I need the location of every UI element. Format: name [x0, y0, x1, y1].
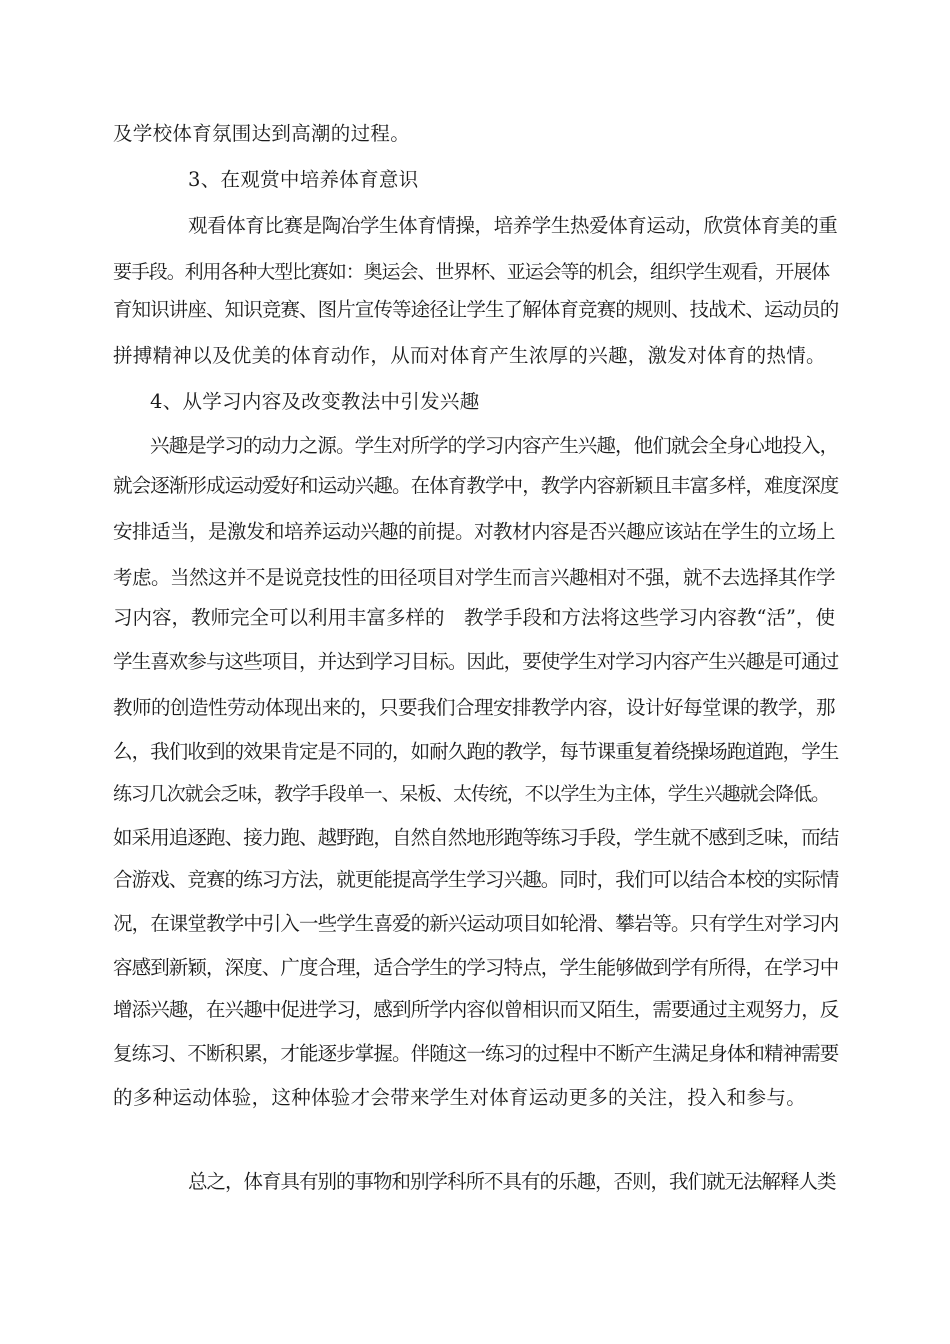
- paragraph-line: 如采用追逐跑、接力跑、越野跑，自然自然地形跑等练习手段，学生就不感到乏味，而结: [113, 826, 839, 849]
- paragraph-line: 复练习、不断积累，才能逐步掌握。伴随这一练习的过程中不断产生满足身体和精神需要: [113, 1042, 839, 1065]
- paragraph-line: 练习几次就会乏味，教学手段单一、呆板、太传统，不以学生为主体，学生兴趣就会降低。: [113, 783, 830, 805]
- paragraph-line: 观看体育比赛是陶冶学生体育情操，培养学生热爱体育运动，欣赏体育美的重: [188, 214, 838, 237]
- paragraph-line: 么，我们收到的效果肯定是不同的，如耐久跑的教学，每节课重复着绕操场跑道跑，学生: [113, 740, 839, 763]
- paragraph-line: 容感到新颖，深度、广度合理，适合学生的学习特点，学生能够做到学有所得，在学习中: [113, 956, 839, 979]
- paragraph-line: 况，在课堂教学中引入一些学生喜爱的新兴运动项目如轮滑、攀岩等。只有学生对学习内: [113, 912, 839, 935]
- paragraph-line: 总之，体育具有别的事物和别学科所不具有的乐趣，否则，我们就无法解释人类: [188, 1170, 836, 1193]
- paragraph-line: 安排适当，是激发和培养运动兴趣的前提。对教材内容是否兴趣应该站在学生的立场上: [113, 520, 836, 543]
- paragraph-line: 学生喜欢参与这些项目，并达到学习目标。因此，要使学生对学习内容产生兴趣是可通过: [113, 650, 839, 673]
- paragraph-line: 合游戏、竞赛的练习方法，就更能提高学生学习兴趣。同时，我们可以结合本校的实际情: [113, 868, 839, 891]
- paragraph-line: 拼搏精神以及优美的体育动作，从而对体育产生浓厚的兴趣，激发对体育的热情。: [113, 344, 826, 367]
- section-heading-3: 3、在观赏中培养体育意识: [188, 168, 419, 191]
- section-heading-4: 4、从学习内容及改变教法中引发兴趣: [150, 390, 480, 413]
- paragraph-line: 增添兴趣，在兴趣中促进学习，感到所学内容似曾相识而又陌生，需要通过主观努力，反: [113, 998, 839, 1021]
- paragraph-line: 及学校体育氛围达到高潮的过程。: [113, 122, 411, 145]
- paragraph-line: 育知识讲座、知识竞赛、图片宣传等途径让学生了解体育竞赛的规则、技战术、运动员的: [113, 298, 839, 321]
- paragraph-line: 兴趣是学习的动力之源。学生对所学的学习内容产生兴趣，他们就会全身心地投入，: [150, 434, 839, 457]
- paragraph-line: 考虑。当然这并不是说竞技性的田径项目对学生而言兴趣相对不强，就不去选择其作学: [113, 566, 836, 589]
- paragraph-line: 的多种运动体验，这种体验才会带来学生对体育运动更多的关注，投入和参与。: [113, 1086, 807, 1109]
- paragraph-line: 就会逐渐形成运动爱好和运动兴趣。在体育教学中，教学内容新颖且丰富多样，难度深度: [113, 474, 839, 497]
- paragraph-line: 习内容，教师完全可以利用丰富多样的 教学手段和方法将这些学习内容教“活”，使: [113, 606, 835, 629]
- paragraph-line: 教师的创造性劳动体现出来的，只要我们合理安排教学内容，设计好每堂课的教学，那: [113, 696, 836, 719]
- paragraph-line: 要手段。利用各种大型比赛如：奥运会、世界杯、亚运会等的机会，组织学生观看，开展体: [113, 261, 830, 283]
